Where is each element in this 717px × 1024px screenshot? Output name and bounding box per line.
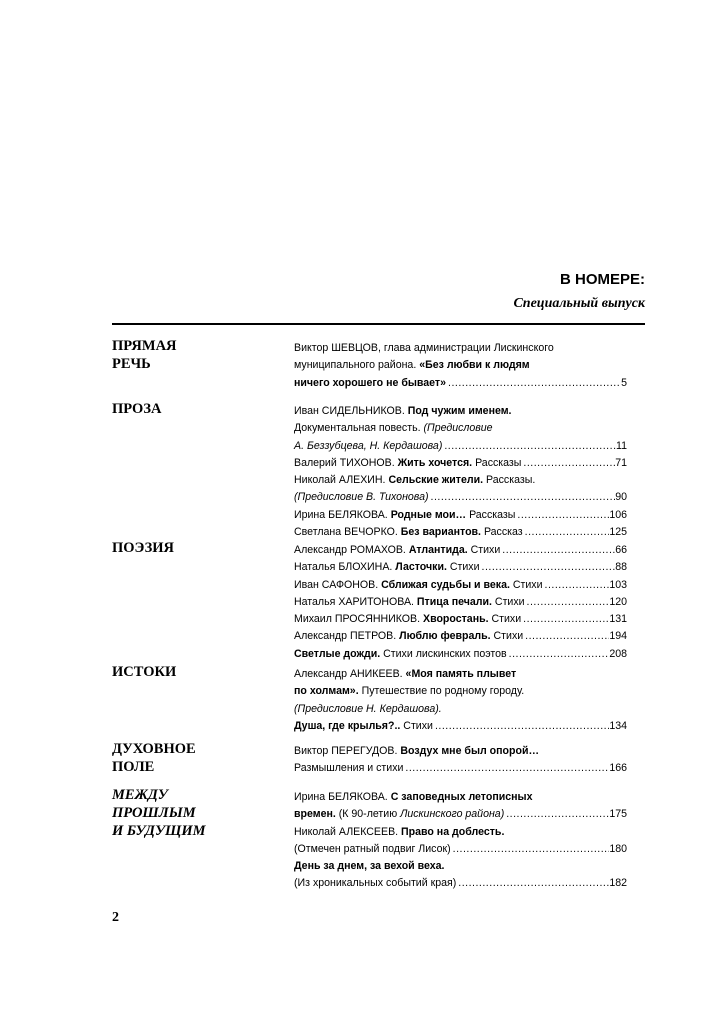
- toc-text-run: Рассказы: [472, 456, 522, 469]
- section-title: [112, 663, 176, 681]
- dot-leader: [504, 806, 609, 823]
- toc-line-text: [294, 875, 456, 892]
- dot-leader: [429, 489, 616, 506]
- toc-line-text: [294, 455, 521, 472]
- toc-line-text: [294, 806, 504, 823]
- toc-line: [294, 455, 627, 472]
- toc-text-run: времен.: [294, 808, 336, 821]
- section-title-line: ПРОШЛЫМ: [112, 805, 196, 821]
- section-title-line: ПОЛЕ: [112, 759, 155, 775]
- toc-line-text: [294, 403, 512, 420]
- toc-line: [294, 611, 627, 628]
- page-subheading: Специальный выпуск: [513, 296, 645, 311]
- toc-line-text: [294, 594, 525, 611]
- toc-text-run: Ласточки.: [395, 561, 447, 574]
- toc-text-run: Птица печали.: [416, 595, 492, 608]
- toc-line-text: [294, 646, 507, 663]
- toc-text-run: «Моя память плывет: [405, 668, 517, 680]
- toc-line-text: [294, 577, 543, 594]
- dot-leader: [433, 718, 609, 735]
- toc-line: [294, 357, 627, 374]
- toc-line: [294, 524, 627, 541]
- toc-page-number: 182: [609, 877, 627, 890]
- toc-text-run: Хворостань.: [423, 613, 489, 626]
- section-entries: [294, 666, 627, 735]
- toc-line: [294, 875, 627, 892]
- header-rule: [112, 323, 645, 325]
- toc-line: [294, 701, 627, 718]
- toc-text-run: Ирина БЕЛЯКОВА.: [294, 508, 391, 521]
- dot-leader: [523, 628, 609, 645]
- toc-line: [294, 628, 627, 645]
- toc-text-run: Документальная повесть.: [294, 422, 424, 435]
- toc-page-number: 131: [609, 613, 627, 626]
- toc-line: [294, 666, 627, 683]
- toc-line: [294, 438, 627, 455]
- toc-text-run: А. Беззубцева, Н. Кердашова): [294, 439, 443, 452]
- toc-text-run: Без вариантов.: [400, 526, 481, 539]
- toc-text-run: С заповедных летописных: [390, 791, 533, 803]
- section-title-line: И БУДУЩИМ: [112, 823, 206, 839]
- toc-text-run: Александр ПЕТРОВ.: [294, 630, 400, 643]
- toc-line: [294, 824, 627, 841]
- dot-leader: [480, 559, 616, 576]
- toc-line: [294, 718, 627, 735]
- toc-page-number: 175: [609, 808, 627, 821]
- toc-text-run: Стихи: [400, 719, 433, 732]
- toc-line-text: [294, 420, 493, 437]
- toc-text-run: ничего хорошего не бывает»: [294, 376, 447, 389]
- toc-line-text: [294, 542, 500, 559]
- toc-line-text: [294, 507, 515, 524]
- toc-page-number: 194: [609, 630, 627, 643]
- toc-text-run: Люблю февраль.: [399, 630, 491, 643]
- toc-text-run: Николай АЛЕХИН.: [294, 474, 389, 487]
- toc-line-text: [294, 438, 442, 455]
- dot-leader: [521, 611, 609, 628]
- toc-text-run: (Предисловие В. Тихонова): [294, 491, 429, 504]
- toc-line: [294, 743, 627, 760]
- toc-text-run: Валерий ТИХОНОВ.: [294, 456, 398, 469]
- section-title-line: ПРЯМАЯ: [112, 338, 177, 354]
- section-title: [112, 740, 196, 776]
- toc-text-run: Ирина БЕЛЯКОВА.: [294, 791, 391, 803]
- section-title-line: ПОЭЗИЯ: [112, 540, 174, 556]
- toc-text-run: Под чужим именем.: [407, 405, 512, 417]
- section-title-line: МЕЖДУ: [112, 787, 168, 803]
- toc-page-number: 11: [616, 439, 627, 452]
- toc-line-text: [294, 628, 523, 645]
- toc-line-text: [294, 858, 444, 875]
- toc-text-run: Родные мои…: [390, 508, 467, 521]
- toc-line-text: [294, 340, 554, 357]
- toc-line-text: [294, 375, 446, 392]
- section-entries: [294, 743, 627, 778]
- section-title: [112, 539, 174, 557]
- section-title-line: РЕЧЬ: [112, 356, 151, 372]
- section-entries: [294, 403, 627, 541]
- toc-line-text: [294, 841, 451, 858]
- toc-page-number: 71: [615, 456, 627, 469]
- toc-text-run: Стихи лискинских поэтов: [380, 647, 507, 660]
- toc-text-run: Светлые дожди.: [294, 647, 381, 660]
- toc-page-number: 125: [609, 526, 627, 539]
- toc-text-run: Стихи: [446, 561, 480, 574]
- toc-text-run: «Без любви к людям: [419, 359, 530, 372]
- toc-line: [294, 489, 627, 506]
- toc-text-run: Наталья БЛОХИНА.: [294, 561, 396, 574]
- toc-page-number: 88: [615, 561, 627, 574]
- toc-text-run: Стихи: [488, 613, 522, 626]
- toc-page-number: 5: [621, 376, 627, 389]
- toc-text-run: Лискинского района): [400, 808, 505, 821]
- section-title-line: ПРОЗА: [112, 401, 162, 417]
- toc-line-text: [294, 683, 524, 700]
- toc-line: [294, 472, 627, 489]
- toc-page-number: 106: [609, 508, 627, 521]
- dot-leader: [403, 760, 609, 777]
- toc-text-run: Рассказы.: [483, 474, 536, 487]
- toc-text-run: (К 90-летию: [335, 808, 401, 821]
- toc-line-text: [294, 789, 532, 806]
- toc-line: [294, 789, 627, 806]
- section-entries: [294, 542, 627, 663]
- dot-leader: [456, 875, 609, 892]
- toc-line-text: [294, 824, 504, 841]
- section-title: [112, 337, 177, 373]
- toc-line: [294, 841, 627, 858]
- toc-line-text: [294, 524, 523, 541]
- toc-page-number: 120: [609, 595, 627, 608]
- toc-text-run: Стихи: [467, 544, 501, 556]
- toc-line-text: [294, 472, 535, 489]
- toc-text-run: Стихи: [491, 595, 525, 608]
- toc-line: [294, 559, 627, 576]
- toc-line-text: [294, 357, 530, 374]
- toc-text-run: Виктор ШЕВЦОВ, глава администрации Лискинского: [294, 342, 554, 354]
- toc-text-run: (Предисловие Н. Кердашова).: [294, 702, 442, 715]
- toc-text-run: Стихи: [490, 630, 524, 643]
- toc-text-run: День за днем, за вехой веха.: [294, 860, 445, 873]
- page-number: 2: [112, 910, 119, 925]
- toc-page-number: 103: [609, 578, 627, 591]
- toc-line-text: [294, 718, 433, 735]
- section-title: [112, 786, 206, 840]
- toc-line-text: [294, 701, 442, 718]
- dot-leader: [507, 646, 610, 663]
- section-entries: [294, 789, 627, 893]
- dot-leader: [521, 455, 615, 472]
- toc-text-run: Размышления и стихи: [294, 762, 404, 775]
- toc-line-text: [294, 611, 521, 628]
- toc-text-run: Александр РОМАХОВ.: [294, 544, 409, 556]
- toc-text-run: Атлантида.: [408, 544, 468, 556]
- toc-line-text: [294, 666, 516, 683]
- toc-text-run: Душа, где крылья?..: [294, 719, 401, 732]
- toc-line: [294, 577, 627, 594]
- toc-text-run: Жить хочется.: [397, 456, 473, 469]
- toc-text-run: Наталья ХАРИТОНОВА.: [294, 595, 417, 608]
- toc-line: [294, 507, 627, 524]
- toc-text-run: Николай АЛЕКСЕЕВ.: [294, 825, 402, 838]
- dot-leader: [446, 375, 621, 392]
- toc-page-number: 208: [609, 647, 627, 660]
- toc-text-run: Александр АНИКЕЕВ.: [294, 668, 406, 680]
- toc-line-text: [294, 559, 480, 576]
- dot-leader: [543, 577, 610, 594]
- section-title: [112, 400, 161, 418]
- toc-page-number: 66: [615, 544, 627, 556]
- dot-leader: [515, 507, 609, 524]
- section-entries: [294, 340, 627, 392]
- toc-line: [294, 403, 627, 420]
- toc-line: [294, 858, 627, 875]
- toc-text-run: Сближая судьбы и века.: [381, 578, 510, 591]
- section-title-line: ИСТОКИ: [112, 664, 177, 680]
- toc-line: [294, 806, 627, 823]
- toc-text-run: муниципального района.: [294, 359, 420, 372]
- toc-text-run: Виктор ПЕРЕГУДОВ.: [294, 745, 401, 757]
- toc-text-run: Рассказы: [466, 508, 516, 521]
- dot-leader: [451, 841, 610, 858]
- toc-line: [294, 760, 627, 777]
- toc-line-text: [294, 489, 429, 506]
- toc-page-number: 166: [609, 762, 627, 775]
- dot-leader: [500, 542, 615, 559]
- toc-text-run: Михаил ПРОСЯННИКОВ.: [294, 613, 424, 626]
- toc-line: [294, 646, 627, 663]
- toc-line: [294, 375, 627, 392]
- toc-text-run: Иван СИДЕЛЬНИКОВ.: [294, 405, 408, 417]
- toc-line: [294, 542, 627, 559]
- page-heading: В НОМЕРЕ:: [559, 271, 645, 288]
- dot-leader: [442, 438, 616, 455]
- toc-line: [294, 683, 627, 700]
- toc-page-number: 134: [609, 719, 627, 732]
- toc-page-number: 90: [615, 491, 627, 504]
- toc-text-run: Стихи: [509, 578, 543, 591]
- toc-line-text: [294, 743, 539, 760]
- section-title-line: ДУХОВНОЕ: [112, 741, 196, 757]
- toc-page-number: 180: [609, 842, 627, 855]
- toc-text-run: Светлана ВЕЧОРКО.: [294, 526, 401, 539]
- toc-line: [294, 340, 627, 357]
- toc-text-run: Воздух мне был опорой…: [400, 745, 540, 757]
- dot-leader: [525, 594, 610, 611]
- toc-text-run: Сельские жители.: [388, 474, 484, 487]
- dot-leader: [523, 524, 610, 541]
- toc-text-run: по холмам».: [294, 685, 359, 698]
- toc-line-text: [294, 760, 403, 777]
- toc-text-run: Право на доблесть.: [401, 825, 505, 838]
- toc-line: [294, 594, 627, 611]
- toc-text-run: (Отмечен ратный подвиг Лисок): [294, 842, 451, 855]
- toc-line: [294, 420, 627, 437]
- toc-text-run: Рассказ: [481, 526, 523, 539]
- toc-text-run: Путешествие по родному городу.: [358, 685, 525, 698]
- toc-text-run: Иван САФОНОВ.: [294, 578, 382, 591]
- toc-text-run: (Предисловие: [423, 422, 493, 435]
- toc-text-run: (Из хроникальных событий края): [294, 877, 457, 890]
